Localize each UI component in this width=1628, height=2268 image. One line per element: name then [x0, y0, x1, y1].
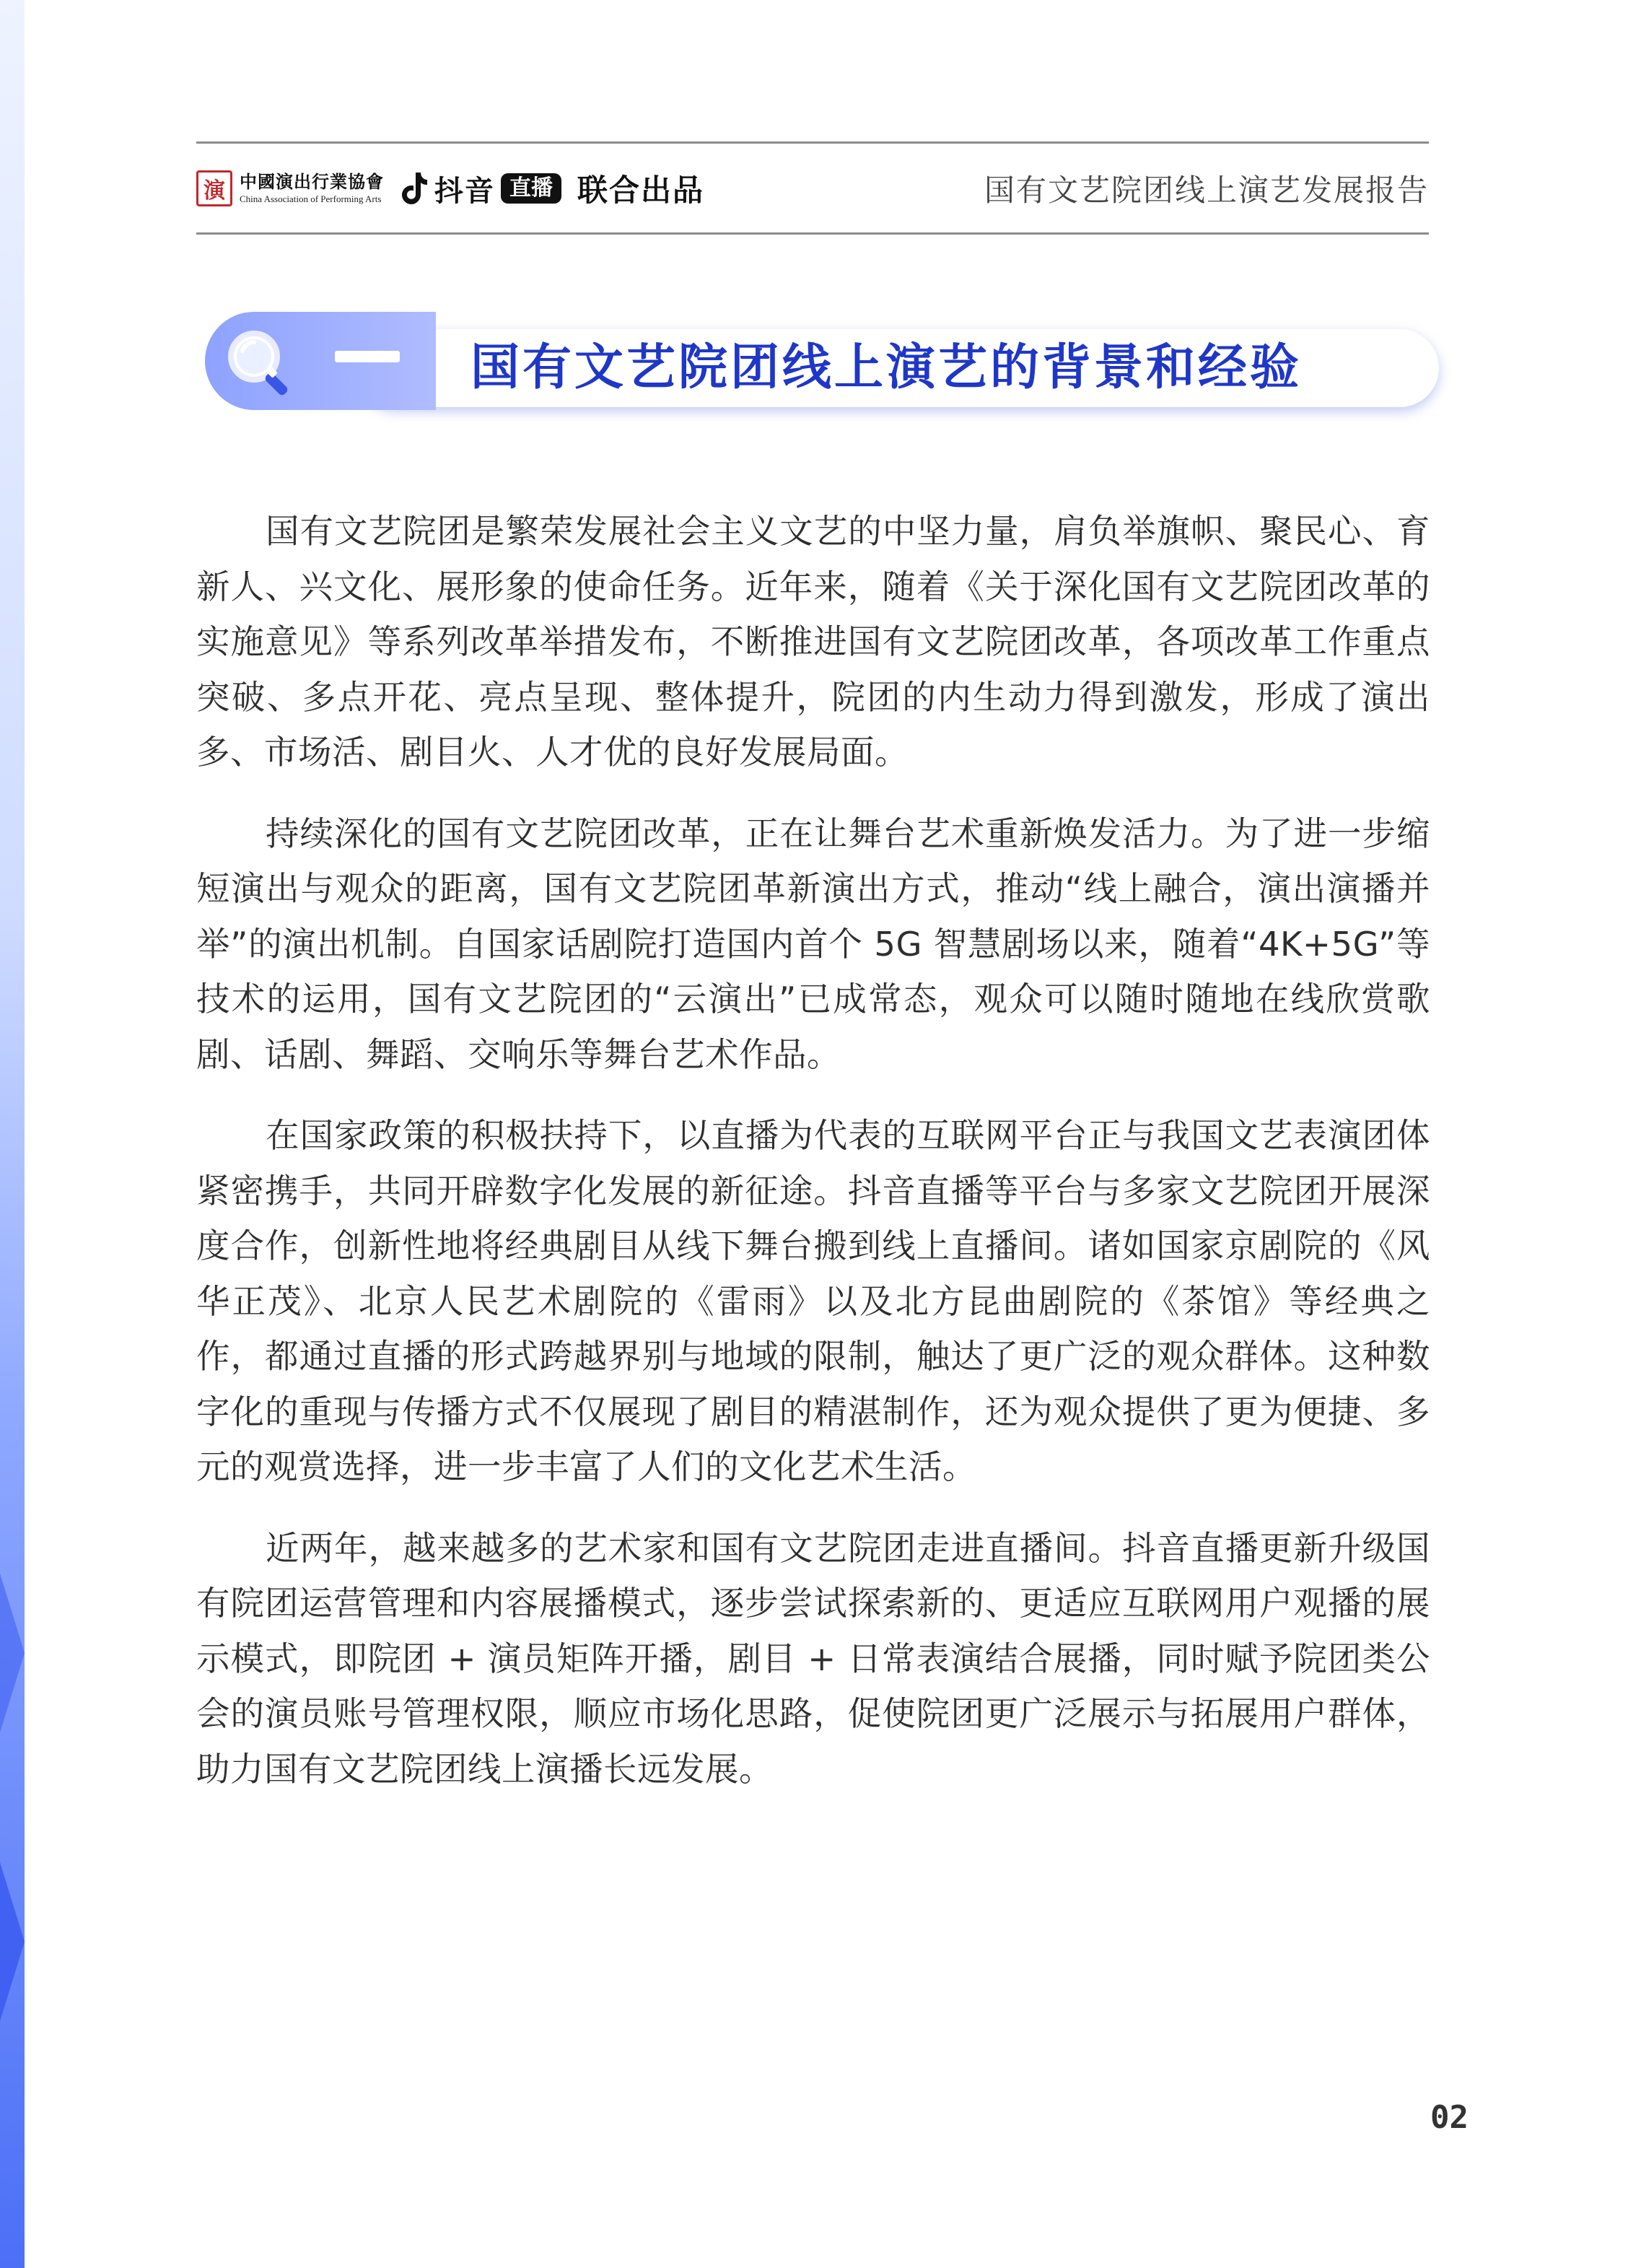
section-banner: [205, 312, 1443, 410]
header-bottom-rule: [196, 232, 1429, 235]
partner-logos: [196, 167, 704, 210]
article-body: [196, 504, 1430, 1823]
joint-production-label: 联合出品: [577, 173, 705, 208]
page-header: [196, 144, 1429, 232]
douyin-wordmark: 抖音: [434, 174, 495, 208]
report-title: 国有文艺院团线上演艺发展报告: [984, 173, 1429, 208]
section-title: 国有文艺院团线上演艺的背景和经验: [471, 339, 1303, 396]
strip-arrow-shape: [0, 1574, 25, 1732]
douyin-live-logo: [400, 167, 704, 210]
paragraph: 近两年，越来越多的艺术家和国有文艺院团走进直播间。抖音直播更新升级国有院团运营管理和内容展播模式，逐步尝试探索新的、更适应互联网用户观播的展示模式，即院团 + 演员矩阵开播，剧目 + 日常表演结合展播，同时赋予院团类公会的演员账号管理权限，顺应市场化思路，促使院团更广泛展示与拓展用户群体，助力国有文艺院团线上演播长远发展。: [196, 1528, 1430, 1789]
live-badge: 直播: [501, 173, 561, 204]
paragraph: 在国家政策的积极扶持下，以直播为代表的互联网平台正与我国文艺表演团体紧密携手，共同开辟数字化发展的新征途。抖音直播等平台与多家文艺院团开展深度合作，创新性地将经典剧目从线下舞台搬到线上直播间。诸如国家京剧院的《风华正茂》、北京人民艺术剧院的《雷雨》以及北方昆曲剧院的《茶馆》等经典之作，都通过直播的形式跨越界别与地域的限制，触达了更广泛的观众群体。这种数字化的重现与传播方式不仅展现了剧目的精湛制作，还为观众提供了更为便捷、多元的观赏选择，进一步丰富了人们的文化艺术生活。: [196, 1116, 1430, 1486]
douyin-note-icon: [400, 171, 429, 206]
section-number-dash: [335, 351, 400, 362]
search-icon: [221, 323, 300, 403]
strip-arrow-shape: [0, 1862, 25, 2021]
seal-icon: 演: [196, 170, 232, 206]
cap-name-en: China Association of Performing Arts: [240, 193, 382, 204]
paragraph: 持续深化的国有文艺院团改革，正在让舞台艺术重新焕发活力。为了进一步缩短演出与观众的距离，国有文艺院团革新演出方式，推动“线上融合，演出演播并举”的演出机制。自国家话剧院打造国内首个 5G 智慧剧场以来，随着“4K+5G”等技术的运用，国有文艺院团的“云演出”已成常态，观众可以随时随地在线欣赏歌剧、话剧、舞蹈、交响乐等舞台艺术作品。: [196, 814, 1430, 1074]
cap-name-zh: 中國演出行業協會: [240, 171, 384, 192]
page-number: 02: [1430, 2099, 1469, 2136]
paragraph: 国有文艺院团是繁荣发展社会主义文艺的中坚力量，肩负举旗帜、聚民心、育新人、兴文化、展形象的使命任务。近年来，随着《关于深化国有文艺院团改革的实施意见》等系列改革举措发布，不断推进国有文艺院团改革，各项改革工作重点突破、多点开花、亮点呈现、整体提升，院团的内生动力得到激发，形成了演出多、市场活、剧目火、人才优的良好发展局面。: [196, 512, 1430, 772]
cap-logo: [196, 170, 384, 206]
header-top-rule: [196, 141, 1429, 144]
